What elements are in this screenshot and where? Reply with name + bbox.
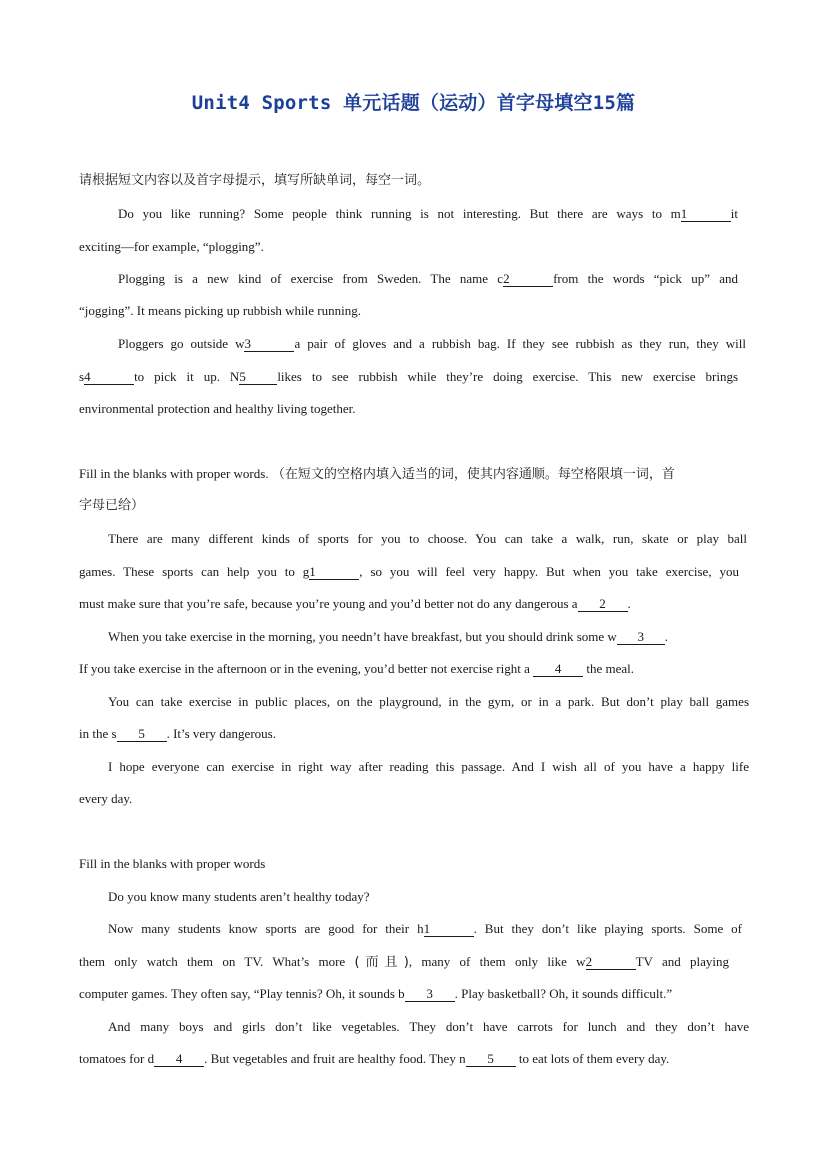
blank-1-3[interactable]: 3	[244, 337, 294, 352]
passage-1-line: exciting—for example, “plogging”.	[79, 239, 264, 254]
blank-3-2[interactable]: 2	[586, 955, 636, 970]
instruction-2-cont: 字母已给）	[79, 498, 145, 513]
blank-3-4[interactable]: 4	[154, 1052, 204, 1067]
blank-1-1[interactable]: 1	[681, 207, 731, 222]
passage-3-line: Now many students know sports are good for their h1 . But they don’t like playing sports. Some of	[108, 921, 742, 936]
passage-1-line: “jogging”. It means picking up rubbish while running.	[79, 303, 361, 318]
blank-3-3[interactable]: 3	[405, 987, 455, 1002]
blank-1-4[interactable]: 4	[84, 370, 134, 385]
passage-2-line: games. These sports can help you to g1 , so you will feel very happy. But when you take exercise, you	[79, 564, 739, 579]
passage-1-line: Plogging is a new kind of exercise from Sweden. The name c2 from the words “pick up” and	[118, 271, 739, 286]
blank-2-1[interactable]: 1	[309, 565, 359, 580]
passage-1-line: environmental protection and healthy living together.	[79, 401, 356, 416]
passage-1-line: Do you like running? Some people think running is not interesting. But there are ways to m1 it	[118, 206, 738, 221]
passage-2-line: must make sure that you’re safe, because you’re young and you’d better not do any dangerous a 2 .	[79, 596, 631, 611]
blank-1-2[interactable]: 2	[503, 272, 553, 287]
passage-2-line: If you take exercise in the afternoon or in the evening, you’d better not exercise right a 4 the meal.	[79, 661, 635, 676]
blank-3-5[interactable]: 5	[466, 1052, 516, 1067]
passage-3-line: Do you know many students aren’t healthy today?	[108, 889, 370, 904]
passage-1-line: s4 to pick it up. N5 likes to see rubbish while they’re doing exercise. This new exercise brings	[79, 369, 739, 384]
instruction-3: Fill in the blanks with proper words	[79, 856, 266, 871]
instruction-1: 请根据短文内容以及首字母提示，填写所缺单词，每空一词。	[79, 173, 431, 188]
blank-2-4[interactable]: 4	[533, 662, 583, 677]
page-title: Unit4 Sports 单元话题（运动）首字母填空15篇	[191, 92, 636, 114]
passage-1-line: Ploggers go outside w3 a pair of gloves and a rubbish bag. If they see rubbish as they run, they will	[118, 336, 746, 351]
blank-2-5[interactable]: 5	[117, 727, 167, 742]
blank-2-2[interactable]: 2	[578, 597, 628, 612]
blank-1-5[interactable]: 5	[239, 370, 277, 385]
passage-2-line: There are many different kinds of sports for you to choose. You can take a walk, run, skate or play ball	[108, 531, 747, 546]
passage-2-line: When you take exercise in the morning, you needn’t have breakfast, but you should drink some w 3 .	[108, 629, 669, 644]
passage-3-line: computer games. They often say, “Play tennis? Oh, it sounds b 3 . Play basketball? Oh, it sounds difficult.”	[79, 986, 673, 1001]
passage-3-line: them only watch them on TV. What’s more (而且), many of them only like w2 TV and playing	[79, 954, 730, 970]
passage-2-line: I hope everyone can exercise in right way after reading this passage. And I wish all of you have a happy life	[108, 759, 749, 774]
passage-3-line: tomatoes for d 4 . But vegetables and fruit are healthy food. They n 5 to eat lots of them every day.	[79, 1051, 670, 1066]
instruction-2: Fill in the blanks with proper words. （在短文的空格内填入适当的词，使其内容通顺。每空格限填一词，首	[79, 466, 675, 482]
blank-3-1[interactable]: 1	[424, 922, 474, 937]
passage-2-line: You can take exercise in public places, on the playground, in the gym, or in a park. But don’t play ball games	[108, 694, 749, 709]
passage-2-line: every day.	[79, 791, 133, 806]
passage-2-line: in the s 5 . It’s very dangerous.	[79, 726, 276, 741]
passage-3-line: And many boys and girls don’t like vegetables. They don’t have carrots for lunch and they don’t have	[108, 1019, 749, 1034]
blank-2-3[interactable]: 3	[617, 630, 665, 645]
